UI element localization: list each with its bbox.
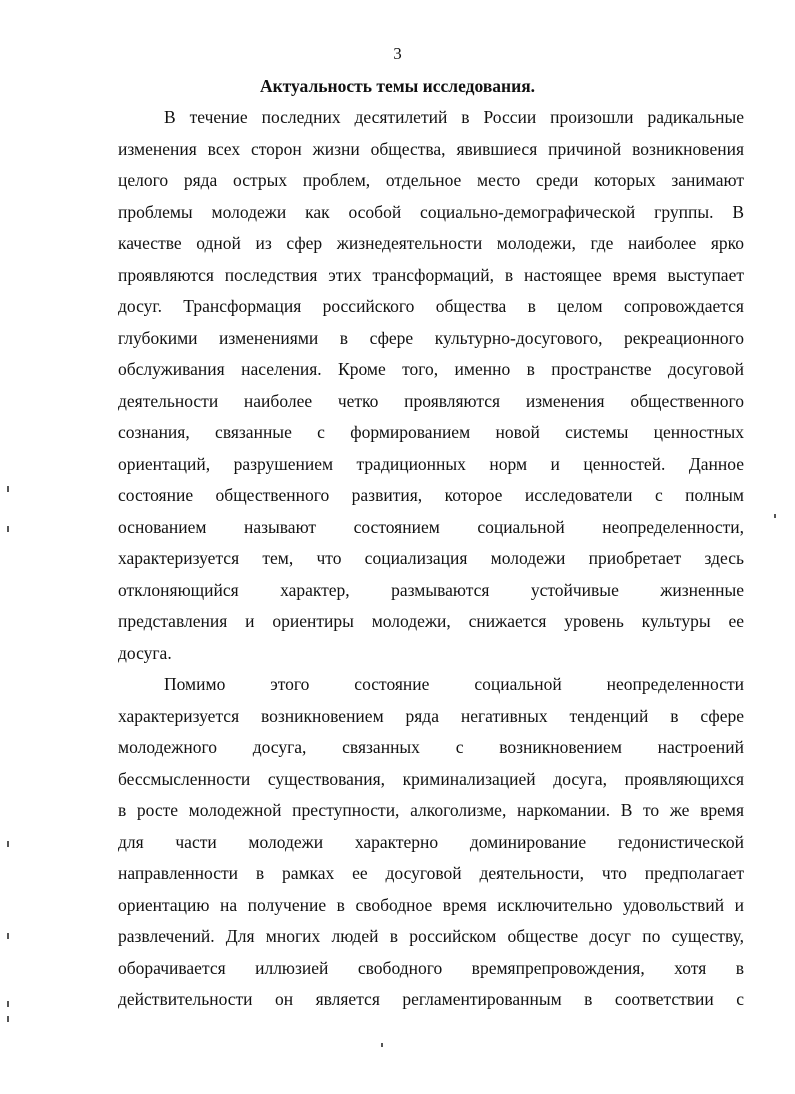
scan-mark xyxy=(7,933,9,939)
page-number: 3 xyxy=(393,44,402,63)
text-line: характеризуется тем, что социализация молодежи приобретает здесь xyxy=(118,548,744,568)
text-line: бессмысленности существования, криминализацией досуга, проявляющихся xyxy=(118,768,744,789)
text-line: основанием называют состоянием социальной неопределенности, xyxy=(118,516,744,537)
text-line: отклоняющийся характер, размываются устойчивые жизненные xyxy=(118,579,744,600)
text-line: целого ряда острых проблем, отдельное место среди которых занимают xyxy=(118,170,744,190)
text-line: качестве одной из сфер жизнедеятельности молодежи, где наиболее ярко xyxy=(118,233,744,253)
text-line: характеризуется возникновением ряда негативных тенденций в сфере xyxy=(118,705,744,726)
text-line: досуга. xyxy=(118,642,172,663)
scan-mark xyxy=(7,526,9,532)
text-line: Помимо этого состояние социальной неопределенности xyxy=(164,674,744,694)
text-line: представления и ориентиры молодежи, снижается уровень культуры ее xyxy=(118,611,744,631)
text-line: молодежного досуга, связанных с возникновением настроений xyxy=(118,737,744,757)
section-heading: Актуальность темы исследования. xyxy=(259,76,536,96)
text-line: в росте молодежной преступности, алкоголизме, наркомании. В то же время xyxy=(118,800,744,820)
scan-mark xyxy=(7,841,9,847)
text-line: В течение последних десятилетий в России произошли радикальные xyxy=(164,107,744,127)
text-line: состояние общественного развития, которое исследователи с полным xyxy=(118,485,744,505)
scan-mark xyxy=(381,1043,383,1047)
text-line: деятельности наиболее четко проявляются изменения общественного xyxy=(118,390,744,411)
text-line: проявляются последствия этих трансформаций, в настоящее время выступает xyxy=(118,264,744,285)
text-line: развлечений. Для многих людей в российском обществе досуг по существу, xyxy=(118,926,744,946)
scan-mark xyxy=(7,1016,9,1022)
text-line: ориентаций, разрушением традиционных норм и ценностей. Данное xyxy=(118,453,744,474)
text-line: изменения всех сторон жизни общества, явившиеся причиной возникновения xyxy=(118,138,744,159)
text-line: действительности он является регламентированным в соответствии с xyxy=(118,989,744,1009)
text-line: обслуживания населения. Кроме того, именно в пространстве досуговой xyxy=(118,359,744,379)
scan-mark xyxy=(774,514,776,518)
text-line: проблемы молодежи как особой социально-демографической группы. В xyxy=(118,201,744,222)
text-line: досуг. Трансформация российского общества в целом сопровождается xyxy=(118,296,744,316)
text-line: оборачивается иллюзией свободного времяпрепровождения, хотя в xyxy=(118,957,744,978)
scan-mark xyxy=(7,486,9,492)
scan-mark xyxy=(7,1001,9,1007)
text-line: для части молодежи характерно доминирование гедонистической xyxy=(118,831,744,852)
text-line: направленности в рамках ее досуговой деятельности, что предполагает xyxy=(118,863,744,883)
text-line: глубокими изменениями в сфере культурно-досугового, рекреационного xyxy=(118,327,744,348)
text-line: ориентацию на получение в свободное время исключительно удовольствий и xyxy=(118,894,744,915)
text-line: сознания, связанные с формированием новой системы ценностных xyxy=(118,422,744,442)
